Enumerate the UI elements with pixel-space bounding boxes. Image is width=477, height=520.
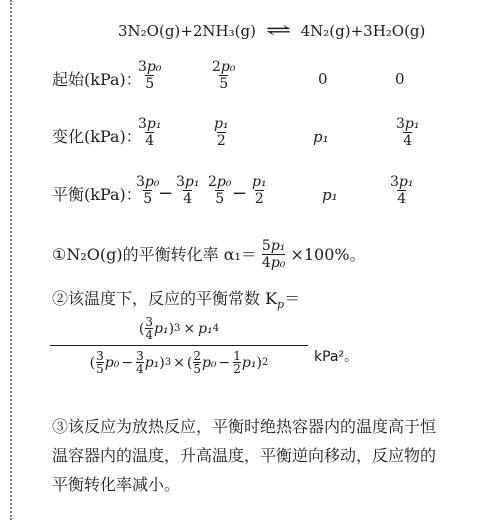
item1-fraction: $\frac{\text{5p₁}}{\text{4p₀}}$ [261, 238, 286, 271]
dotted-margin-line [10, 0, 12, 520]
start-nh3-fraction: $\frac{\text{2p₀}}{5}$ [212, 59, 236, 92]
item1-line [52, 239, 366, 270]
kp-numerator: ( $\frac{3}{4}$ p₁ ) 3 × p₁ 4 [138, 315, 220, 342]
reaction-reactants: 3N₂O(g)+2NH₃(g) [118, 22, 256, 40]
change-n2-value: p₁ [313, 128, 329, 146]
item2-prefix: ②该温度下，反应的平衡常数 K [52, 289, 278, 308]
start-n2o-fraction: $\frac{\text{3p₀}}{5}$ [138, 59, 162, 92]
start-h2o-value: 0 [395, 70, 405, 88]
equil-n2o-frac-b: $\frac{\text{3p₁}}{4}$ [176, 174, 200, 207]
change-nh3-fraction: $\frac{\text{p₁}}{2}$ [214, 116, 229, 149]
equil-h2o-fraction: $\frac{\text{3p₁}}{4}$ [390, 174, 414, 207]
item2-eq: ＝ [284, 289, 301, 308]
equil-minus-1: − [158, 183, 174, 204]
row-change-label: 变化(kPa)： [52, 127, 142, 146]
item2-sub: p [277, 298, 285, 312]
reaction-equation [118, 22, 425, 40]
item3-paragraph: ③该反应为放热反应，平衡时绝热容器内的温度高于恒温容器内的温度，升高温度，平衡逆向移动，反应物的平衡转化率减小。 [52, 417, 437, 494]
equil-n2o-frac-a: $\frac{\text{3p₀}}{5}$ [136, 174, 160, 207]
equil-n2-value: p₁ [322, 186, 338, 204]
equil-nh3-frac-b: $\frac{\text{p₁}}{2}$ [252, 174, 267, 207]
row-equil-label: 平衡(kPa)： [52, 185, 142, 204]
reaction-products: 4N₂(g)+3H₂O(g) [300, 22, 426, 40]
kp-denominator: ( $\frac{3}{5}$ p₀ − $\frac{3}{4}$ p₁ ) 3 × ( $\frac{2}{5}$ p₀ − $\frac{1}{2}$ p₁ ) 2 [50, 345, 308, 375]
item1-prefix: ①N₂O(g)的平衡转化率 α₁＝ [52, 244, 257, 264]
row-start-label: 起始(kPa)： [52, 70, 142, 89]
kp-unit: kPa²。 [314, 349, 359, 365]
item2-line [52, 291, 300, 310]
equil-nh3-frac-a: $\frac{\text{2p₀}}{5}$ [208, 174, 232, 207]
equilibrium-arrow-icon: ⇌ [265, 20, 292, 41]
start-n2-value: 0 [318, 70, 328, 88]
equil-minus-2: − [232, 183, 248, 204]
change-h2o-fraction: $\frac{\text{3p₁}}{4}$ [396, 116, 420, 149]
change-n2o-fraction: $\frac{\text{3p₁}}{4}$ [138, 116, 162, 149]
item1-suffix: ×100%。 [290, 244, 366, 264]
kp-expression [50, 316, 308, 375]
